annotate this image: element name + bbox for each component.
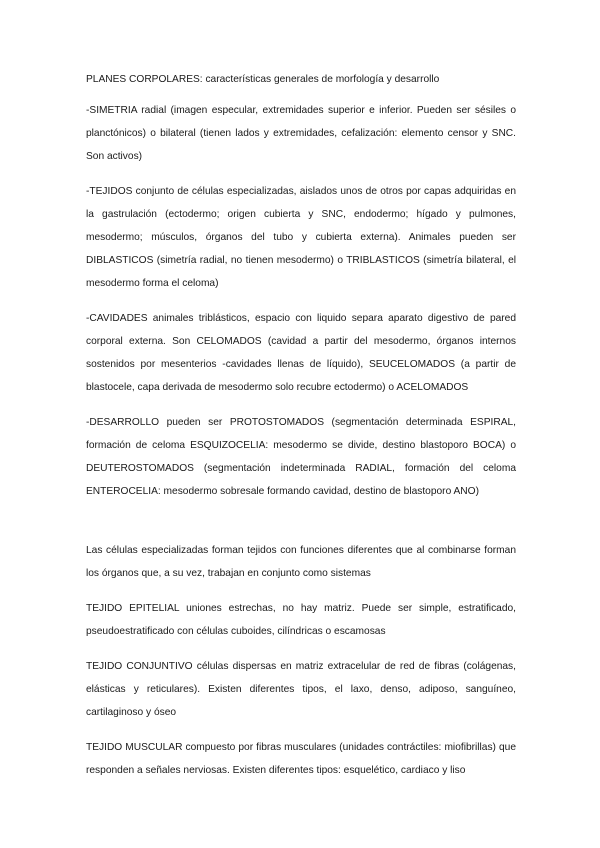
section-spacer (86, 515, 516, 539)
document-body (86, 68, 516, 794)
section-title-planes-corporales: PLANES CORPOLARES: características generales de morfología y desarrollo (86, 74, 440, 85)
paragraph-simetria: -SIMETRIA radial (imagen especular, extremidades superior e inferior. Pueden ser sésiles o planctónicos) o bilateral (tienen lados y extremidades, cefalización: elemento censor y SNC. Son activos) (86, 105, 516, 162)
paragraph-tejido-epitelial: TEJIDO EPITELIAL uniones estrechas, no hay matriz. Puede ser simple, estratificado, pseudoestratificado con células cuboides, cilíndricas o escamosas (86, 603, 516, 637)
paragraph-tejidos: -TEJIDOS conjunto de células especializadas, aislados unos de otros por capas adquiridas en la gastrulación (ectodermo; origen cubierta y SNC, endodermo; hígado y pulmones, mesodermo; músculos, órganos del tubo y cubierta externa). Animales pueden ser DIBLASTICOS (simetría radial, no tienen mesodermo) o TRIBLASTICOS (simetría bilateral, el mesodermo forma el celoma) (86, 186, 516, 289)
paragraph-intro-tejidos: Las células especializadas forman tejidos con funciones diferentes que al combinarse forman los órganos que, a su vez, trabajan en conjunto como sistemas (86, 545, 516, 579)
paragraph-tejido-conjuntivo: TEJIDO CONJUNTIVO células dispersas en matriz extracelular de red de fibras (colágenas, elásticas y reticulares). Existen diferentes tipos, el laxo, denso, adiposo, sanguíneo, cartilaginoso y óseo (86, 661, 516, 718)
paragraph-cavidades: -CAVIDADES animales triblásticos, espacio con liquido separa aparato digestivo de pared corporal externa. Son CELOMADOS (cavidad a partir del mesodermo, órganos internos sostenidos por mesenterios -cavidades llenas de líquido), SEUCELOMADOS (a partir de blastocele, capa derivada de mesodermo solo recubre ectodermo) o ACELOMADOS (86, 313, 516, 393)
paragraph-desarrollo: -DESARROLLO pueden ser PROTOSTOMADOS (segmentación determinada ESPIRAL, formación de celoma ESQUIZOCELIA: mesodermo se divide, destino blastoporo BOCA) o DEUTEROSTOMADOS (segmentación indeterminada RADIAL, formación del celoma ENTEROCELIA: mesodermo sobresale formando cavidad, destino de blastoporo ANO) (86, 417, 516, 497)
paragraph-tejido-muscular: TEJIDO MUSCULAR compuesto por fibras musculares (unidades contráctiles: miofibrillas) que responden a señales nerviosas. Existen diferentes tipos: esquelético, cardiaco y liso (86, 742, 516, 776)
